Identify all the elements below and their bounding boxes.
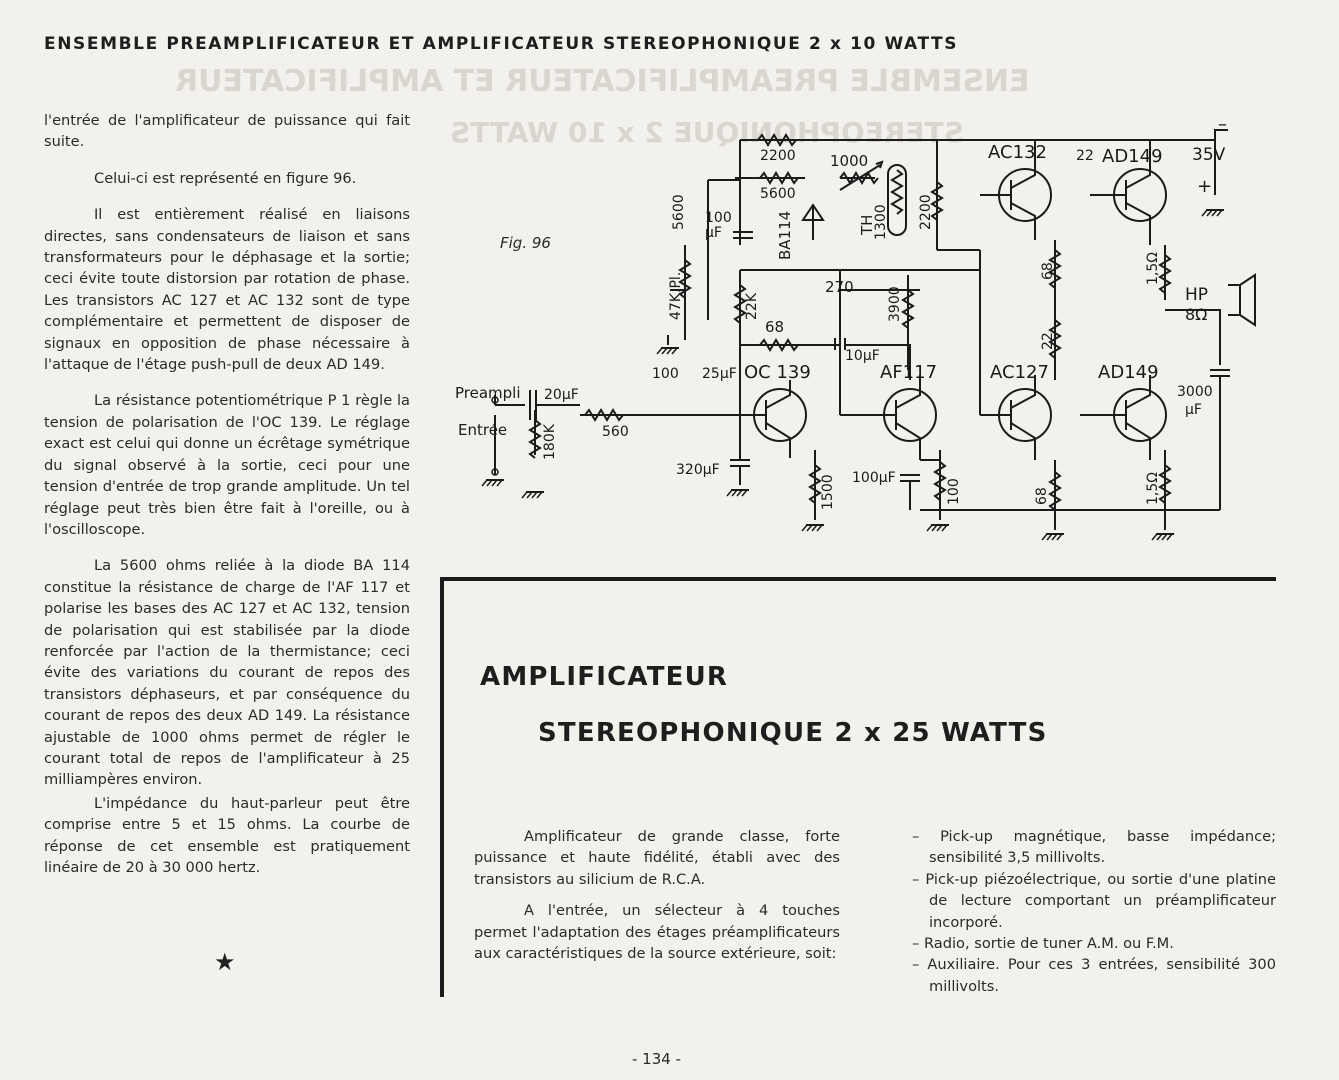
label-r180k: 180K — [542, 424, 558, 460]
paragraph: l'entrée de l'amplificateur de puissance qui fait suite. — [44, 112, 410, 151]
section-title-line1: AMPLIFICATEUR — [480, 662, 729, 692]
paragraph: A l'entrée, un sélecteur à 4 touches permet l'adaptation des étages préamplificateurs aux caractéristiques de la source extérieure, soit: — [474, 902, 840, 963]
label-r68-mid: 68 — [765, 318, 785, 336]
label-speaker-ohm: 8Ω — [1185, 305, 1208, 324]
page-header-title: ENSEMBLE PREAMPLIFICATEUR ET AMPLIFICATEUR STEREOPHONIQUE 2 x 10 WATTS — [44, 34, 959, 54]
label-q-ac127: AC127 — [990, 362, 1049, 383]
label-c3000-unit: µF — [1185, 402, 1202, 418]
label-c100pf: 100 — [652, 366, 679, 382]
label-r2200-side: 2200 — [918, 194, 934, 230]
label-r100-bottom: 100 — [946, 478, 962, 505]
section-title-line2: STEREOPHONIQUE 2 x 25 WATTS — [538, 718, 1048, 748]
list-item: – Pick-up piézoélectrique, ou sortie d'une platine de lecture comportant un préamplificateur incorporé. — [912, 869, 1276, 933]
label-q-oc139: OC 139 — [744, 362, 811, 383]
label-diode-ba114: BA114 — [776, 210, 794, 260]
label-r1-5-bottom: 1,5Ω — [1145, 472, 1161, 505]
label-c100-unit: µF — [705, 225, 722, 241]
label-q-af117: AF117 — [880, 362, 938, 383]
label-c3000: 3000 — [1177, 384, 1213, 400]
label-c25uf: 25µF — [702, 366, 737, 382]
label-q-ad149-top: AD149 — [1102, 146, 1163, 167]
input-sources-list — [912, 826, 1276, 997]
label-supply-minus: – — [1218, 114, 1227, 135]
section-divider-vertical — [440, 577, 444, 997]
list-item: – Auxiliaire. Pour ces 3 entrées, sensibilité 300 millivolts. — [912, 954, 1276, 997]
page-number: - 134 - — [632, 1050, 681, 1068]
bleed-through-title: ENSEMBLE PREAMPLIFICATEUR ET AMPLIFICATEUR — [175, 64, 1030, 99]
label-c20uf: 20µF — [544, 387, 579, 403]
label-preampli-input: Preampli — [455, 384, 521, 402]
label-r68-bottom: 68 — [1034, 487, 1050, 505]
bleed-through-subtitle: STEREOPHONIQUE 2 x 10 WATTS — [450, 116, 964, 149]
label-thermistor-value: 1300 — [873, 204, 889, 240]
figure-caption: Fig. 96 — [500, 234, 551, 252]
label-r5600: 5600 — [760, 186, 796, 202]
label-c10uf: 10µF — [845, 348, 880, 364]
label-r1500: 1500 — [820, 474, 836, 510]
paragraph: La 5600 ohms reliée à la diode BA 114 constitue la résistance de charge de l'AF 117 et polarise les bases des AC 127 et AC 132, tension de polarisation qui est stabilisée par la diode renforcée par l'action de la thermistance; ceci évite des variations du courant de repos des transistors déphaseurs, et par conséquence du courant de repos des deux AD 149. La résistance ajustable de 1000 ohms permet de régler le courant total de repos de l'amplificateur à 25 milliampères environ. — [44, 557, 410, 789]
label-c100: 100 — [705, 210, 732, 226]
label-r3900: 3900 — [887, 286, 903, 322]
label-r68-a: 68 — [1040, 262, 1056, 280]
label-r22-b: 22 — [1040, 332, 1056, 350]
label-r2200-top: 2200 — [760, 148, 796, 164]
paragraph: Il est entièrement réalisé en liaisons directes, sans condensateurs de liaison et sans transformateurs pour le déphasage et la sortie; ceci évite toute distorsion par rotation de phase. Les transistors AC 127 et AC 132 sont de type complémentaire et permettent de disposer de signaux en opposition de phase nécessaire à l'attaque de l'étage push-pull de deux AD 149. — [44, 206, 410, 374]
list-item: – Pick-up magnétique, basse impédance; sensibilité 3,5 millivolts. — [912, 826, 1276, 869]
label-r5600-vertical: 5600 — [671, 194, 687, 230]
amplifier-schematic — [440, 110, 1339, 550]
label-c270: 270 — [825, 278, 854, 296]
label-r47k-pot: 47K.Pl. — [668, 271, 684, 320]
paragraph: Amplificateur de grande classe, forte puissance et haute fidélité, établi avec des transistors au silicium de R.C.A. — [474, 828, 840, 888]
label-p1000: 1000 — [830, 152, 869, 170]
label-q-ad149-bottom: AD149 — [1098, 362, 1159, 383]
label-entree-input: Entrée — [458, 421, 508, 439]
paragraph: L'impédance du haut-parleur peut être comprise entre 5 et 15 ohms. La courbe de réponse de cet ensemble est pratiquement linéaire de 20 à 30 000 hertz. — [44, 794, 410, 876]
label-c100uf-bottom: 100µF — [852, 470, 896, 486]
section-divider-horizontal — [440, 577, 1276, 581]
star-ornament: ★ — [214, 948, 236, 976]
label-q-ac132: AC132 — [988, 142, 1047, 163]
left-text-column — [44, 110, 410, 893]
label-r1-5-top: 1,5Ω — [1145, 252, 1161, 285]
label-thermistor: TH — [858, 214, 876, 235]
paragraph: La résistance potentiométrique P 1 règle la tension de polarisation de l'OC 139. Le réglage exact est celui qui donne un écrêtage symétrique du signal observé à la sortie, ceci pour une tension d'entrée de trop grande amplitude. Un tel réglage peut très bien être fait à l'oreille, ou à l'oscilloscope. — [44, 392, 410, 538]
list-item: – Radio, sortie de tuner A.M. ou F.M. — [912, 933, 1276, 954]
label-speaker-hp: HP — [1185, 285, 1209, 305]
label-r22k: 22K — [744, 293, 760, 320]
paragraph: Celui-ci est représenté en figure 96. — [94, 169, 357, 187]
label-supply-35v: 35V — [1192, 145, 1226, 165]
section-middle-column — [474, 826, 840, 974]
label-c320uf: 320µF — [676, 462, 720, 478]
label-r22-top: 22 — [1076, 148, 1094, 164]
label-r560: 560 — [602, 424, 629, 440]
label-supply-plus: + — [1197, 176, 1213, 197]
